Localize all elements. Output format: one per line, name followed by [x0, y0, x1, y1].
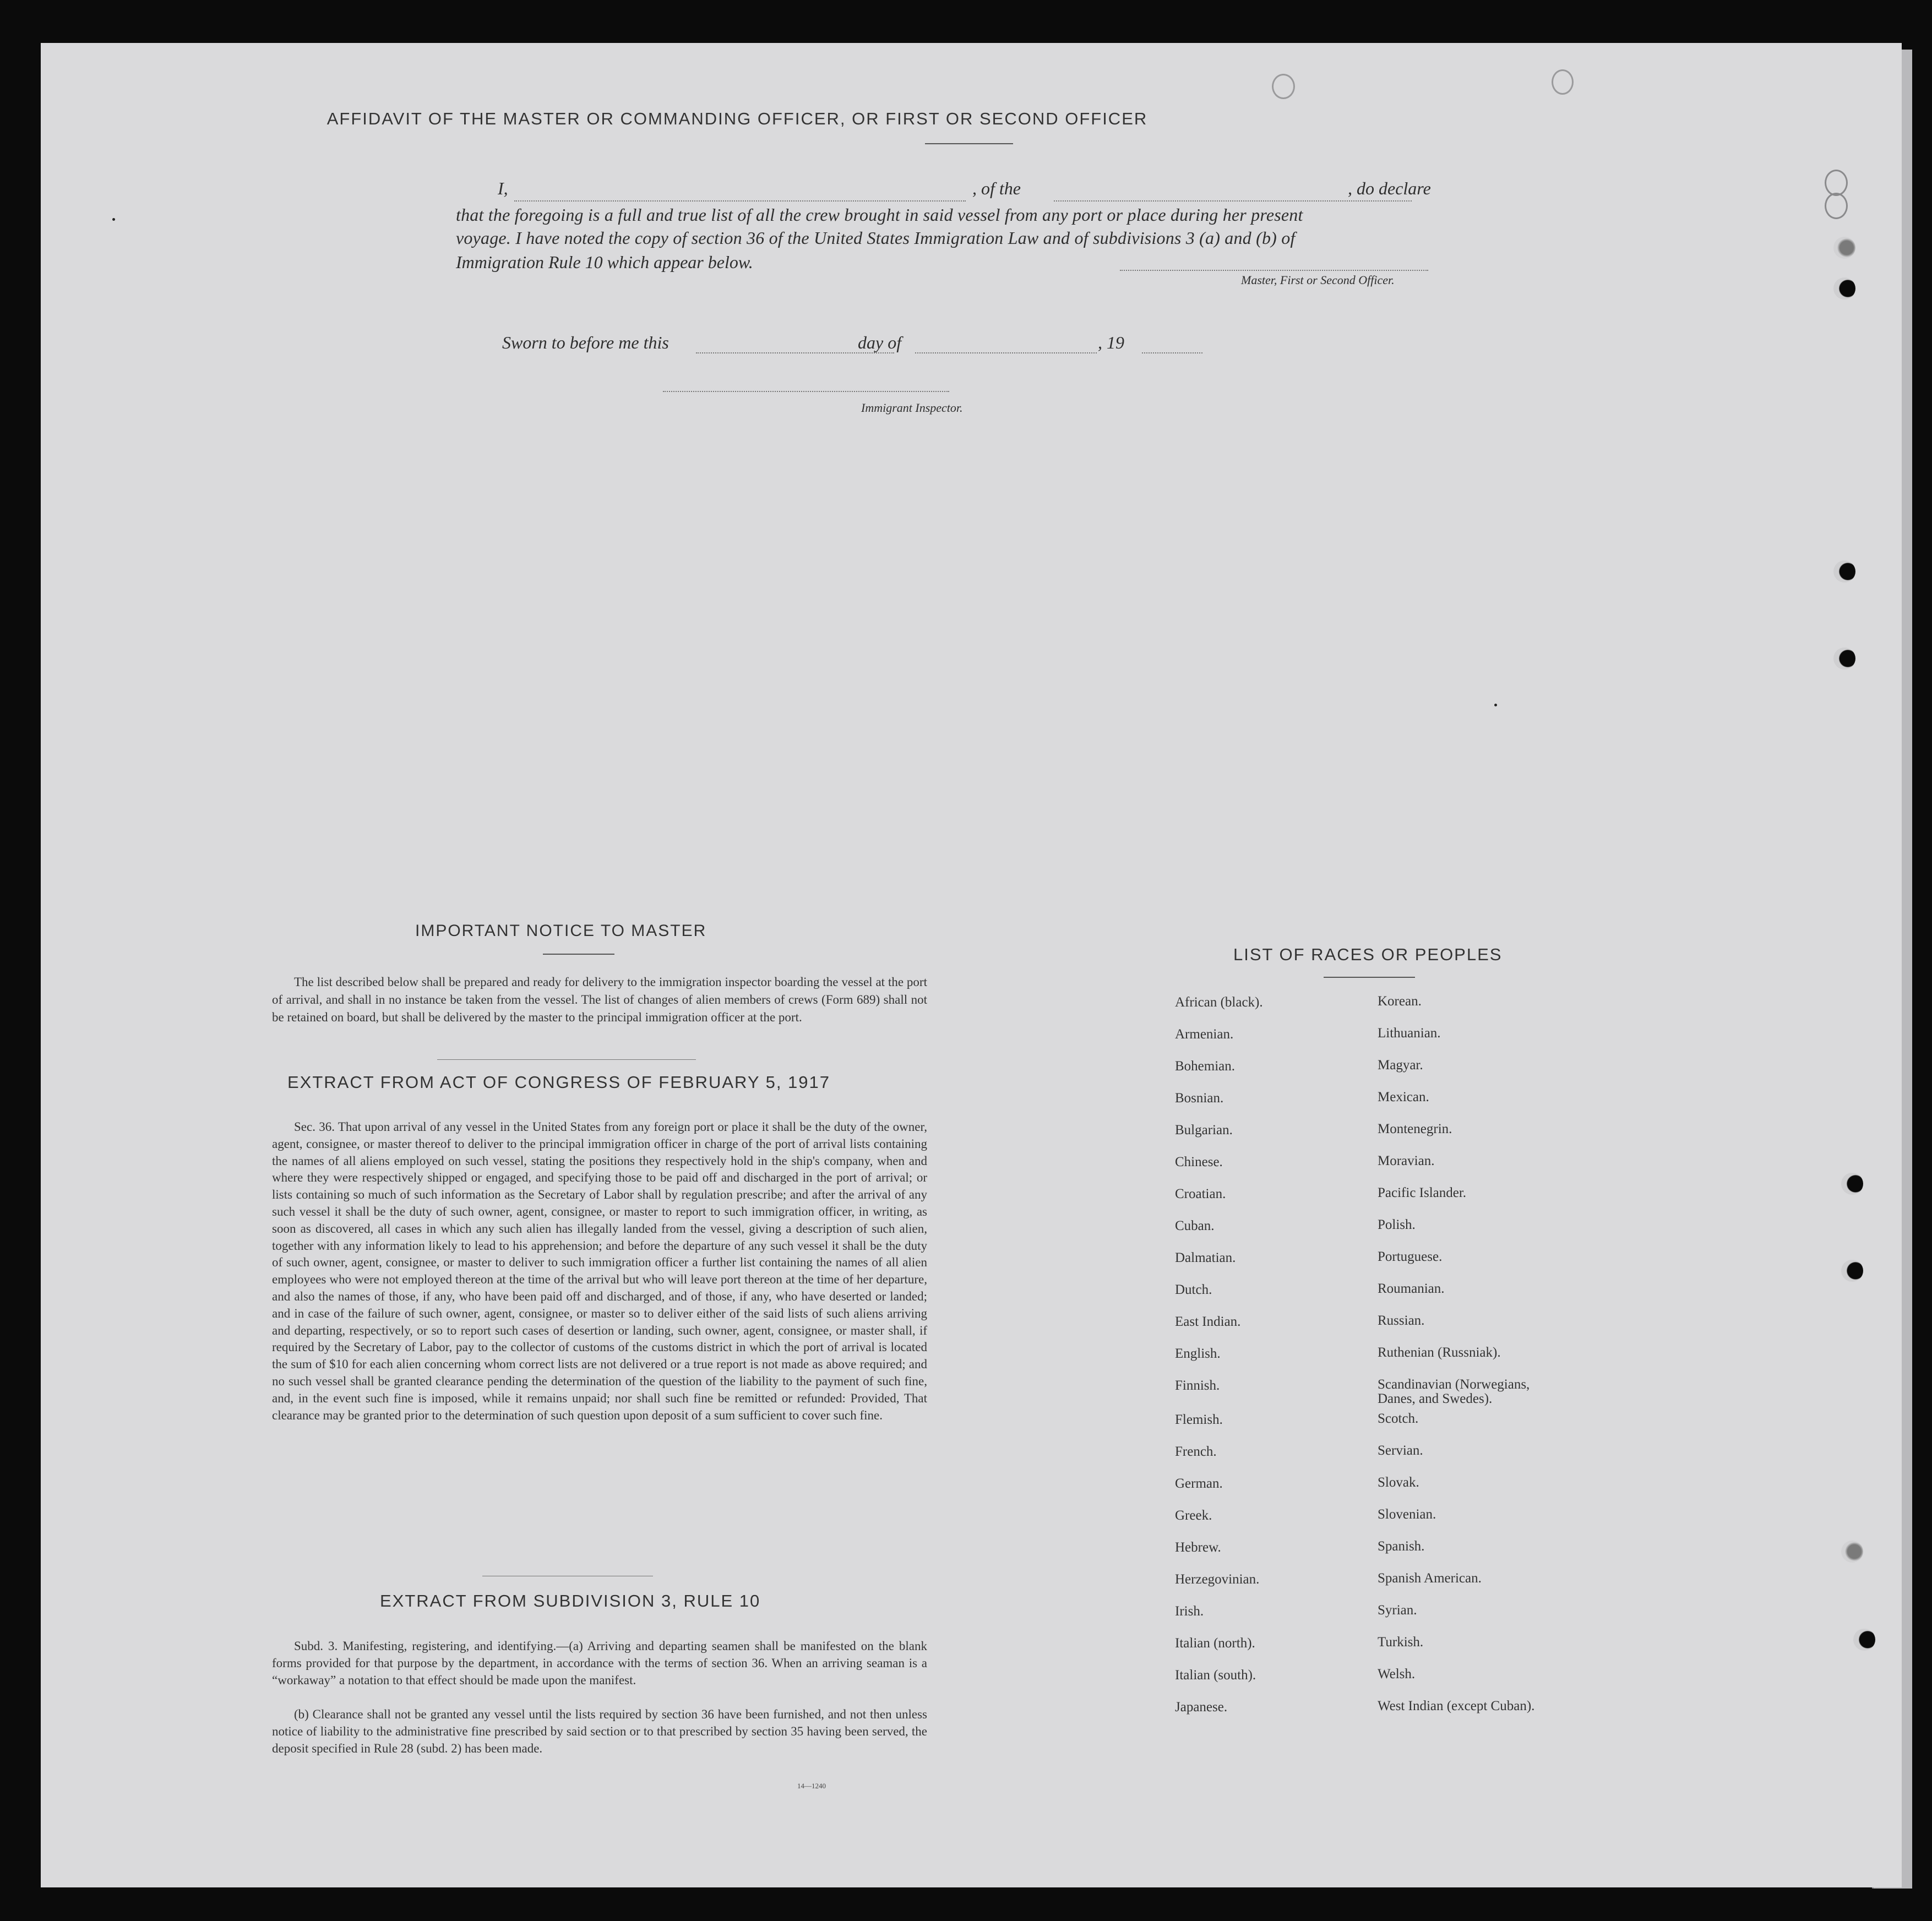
race-item: Japanese. [1175, 1700, 1228, 1715]
act-extract-title: EXTRACT FROM ACT OF CONGRESS OF FEBRUARY 5, 1917 [287, 1073, 831, 1092]
rule-extract-text-b: (b) Clearance shall not be granted any vessel until the lists required by section 36 have been furnished, and not then unless notice of liability to the administrative fine prescribed by said section or to that prescribed by section 35 having been served, the deposit specified in Rule 28 (subd. 2) has been made. [272, 1707, 927, 1755]
race-item: Bulgarian. [1175, 1123, 1233, 1138]
race-item: Irish. [1175, 1604, 1204, 1619]
race-item: Servian. [1378, 1443, 1423, 1458]
punch-hole [1841, 1541, 1863, 1563]
notice-title: IMPORTANT NOTICE TO MASTER [415, 922, 707, 940]
race-item: Pacific Islander. [1378, 1185, 1467, 1200]
race-item: French. [1175, 1444, 1217, 1459]
race-item: Finnish. [1175, 1378, 1220, 1393]
race-item: German. [1175, 1476, 1223, 1491]
year-label: , 19 [1098, 333, 1124, 352]
race-item: Dutch. [1175, 1282, 1212, 1297]
rule-extract-title: EXTRACT FROM SUBDIVISION 3, RULE 10 [380, 1591, 761, 1610]
punch-hole [1833, 647, 1855, 670]
notice-text: The list described below shall be prepared and ready for delivery to the immigration inspector boarding the vessel at the port of arrival, and shall in no instance be taken from the vessel. The list of changes of alien members of crews (Form 689) shall not be retained on board, but shall be delivered by the master to the principal immigration officer at the port. [272, 975, 927, 1024]
race-item: Hebrew. [1175, 1540, 1221, 1555]
race-item: African (black). [1175, 995, 1263, 1010]
form-page [41, 43, 1902, 1887]
race-item: Russian. [1378, 1313, 1425, 1328]
race-item: Spanish. [1378, 1539, 1425, 1554]
master-signature-label: Master, First or Second Officer. [1241, 273, 1395, 287]
ink-speck [1494, 704, 1497, 706]
race-item: English. [1175, 1346, 1221, 1361]
act-extract-text: Sec. 36. That upon arrival of any vessel in the United States from any foreign port or place it shall be the duty of the owner, agent, consignee, or master thereof to deliver to the principal immigration officer in charge of the port of arrival lists containing the names of all aliens employed on such vessel, stating the positions they respectively hold in the ship's company, when and where they were respectively shipped or engaged, and specifying those to be paid off and discharged in the port of arrival; or lists containing so much of such information as the Secretary of Labor shall by regulation prescribe; and after the arrival of any such vessel it shall be the duty of such owner, agent, consignee, or master to report to such immigration officer, in writing, as soon as discovered, all cases in which any such alien has illegally landed from the vessel, giving a description of such alien, together with any information likely to lead to his apprehension; and before the departure of any such vessel it shall be the duty of such owner, agent, consignee, or master to deliver to such immigration officer a further list containing the names of all alien employees who were not employed thereon at the time of the arrival but who will leave port thereon at the time of her departure, and also the names of those, if any, who have been paid off and discharged, and of those, if any, who have deserted or landed; and in case of the failure of such owner, agent, consignee, or master so to deliver either of the said lists of such aliens arriving and departing, respectively, or so to report such cases of desertion or landing, such owner, agent, consignee, or master shall, if required by the Secretary of Labor, pay to the collector of customs of the customs district in which the port of arrival is located the sum of $10 for each alien concerning whom correct lists are not delivered or a true report is not made as above required; and no such vessel shall be granted clearance pending the determination of the question of the liability to the payment of such fine, and, in the event such fine is imposed, while it remains unpaid; nor shall such fine be remitted or refunded: Provided, That clearance may be granted prior to the determination of such question upon deposit of a sum sufficient to cover such fine. [272, 1120, 927, 1422]
race-item: Portuguese. [1378, 1249, 1443, 1264]
race-item: Welsh. [1378, 1667, 1416, 1681]
ink-speck [112, 218, 115, 221]
race-item: Greek. [1175, 1508, 1212, 1523]
vessel-label: , of the [972, 178, 1021, 198]
race-item: Syrian. [1378, 1603, 1417, 1618]
race-item: Slovak. [1378, 1475, 1419, 1490]
declaration-line: Immigration Rule 10 which appear below. [456, 252, 753, 272]
race-item: Ruthenian (Russniak). [1378, 1345, 1501, 1360]
races-divider [1324, 977, 1415, 978]
vessel-name-field[interactable] [1054, 200, 1412, 202]
section-divider [437, 1059, 696, 1060]
day-of-label: day of [858, 333, 902, 352]
race-item: Bohemian. [1175, 1059, 1236, 1074]
affidavit-title: AFFIDAVIT OF THE MASTER OR COMMANDING OFFICER, OR FIRST OR SECOND OFFICER [326, 109, 1148, 128]
rule-extract-text-a: Subd. 3. Manifesting, registering, and identifying.—(a) Arriving and departing seamen shall be manifested on the blank forms provided for that purpose by the department, in accordance with the terms of section 36. When an arriving seaman is a “workaway” a notation to that effect should be made upon the manifest. [272, 1639, 927, 1687]
race-item: Montenegrin. [1378, 1122, 1452, 1136]
title-divider [925, 143, 1013, 144]
sworn-month-field[interactable] [915, 352, 1097, 353]
punch-hole [1841, 1173, 1863, 1195]
race-item: Dalmatian. [1175, 1250, 1236, 1265]
race-item: Mexican. [1378, 1090, 1429, 1104]
declarant-name-field[interactable] [514, 200, 966, 202]
paper-blemish [1272, 74, 1295, 99]
race-item: Herzegovinian. [1175, 1572, 1260, 1587]
race-item: West Indian (except Cuban). [1378, 1699, 1535, 1713]
race-item: East Indian. [1175, 1314, 1241, 1329]
notice-divider [543, 954, 614, 955]
race-item: Chinese. [1175, 1155, 1223, 1169]
paper-blemish [1552, 69, 1574, 95]
races-title: LIST OF RACES OR PEOPLES [1233, 945, 1503, 964]
race-item: Polish. [1378, 1217, 1416, 1232]
race-item: Turkish. [1378, 1635, 1424, 1650]
inspector-label: Immigrant Inspector. [861, 401, 963, 415]
race-item: Bosnian. [1175, 1091, 1224, 1106]
punch-hole [1833, 277, 1855, 300]
race-item: Moravian. [1378, 1153, 1435, 1168]
declare-label: , do declare [1348, 178, 1431, 198]
race-item: Flemish. [1175, 1412, 1223, 1427]
punch-hole [1833, 237, 1855, 259]
race-item: Cuban. [1175, 1218, 1215, 1233]
race-item: Korean. [1378, 994, 1422, 1009]
declaration-line: that the foregoing is a full and true list of all the crew brought in said vessel from any port or place during her present [456, 205, 1303, 225]
sworn-label: Sworn to before me this [502, 333, 669, 352]
sworn-year-field[interactable] [1142, 352, 1202, 353]
form-number: 14—1240 [797, 1782, 826, 1790]
race-item: Italian (north). [1175, 1636, 1255, 1651]
race-item: Magyar. [1378, 1058, 1423, 1073]
binding-ring-mark [1825, 193, 1848, 219]
race-item: Slovenian. [1378, 1507, 1436, 1522]
declarant-label: I, [498, 178, 508, 198]
race-item: Spanish American. [1378, 1571, 1482, 1586]
race-item: Lithuanian. [1378, 1026, 1441, 1041]
race-item: Italian (south). [1175, 1668, 1256, 1683]
punch-hole [1841, 1260, 1863, 1282]
binding-ring-mark [1825, 170, 1848, 196]
race-item: Armenian. [1175, 1027, 1234, 1042]
punch-hole [1853, 1629, 1875, 1651]
race-item: Roumanian. [1378, 1281, 1445, 1296]
inspector-signature-field[interactable] [663, 391, 949, 392]
master-signature-field[interactable] [1120, 270, 1428, 271]
race-item: Scotch. [1378, 1411, 1419, 1426]
declaration-line: voyage. I have noted the copy of section 36 of the United States Immigration Law and of subdivisions 3 (a) and (b) of [456, 228, 1296, 248]
punch-hole [1833, 560, 1855, 583]
race-item: Scandinavian (Norwegians, Danes, and Swedes). [1378, 1377, 1530, 1406]
race-item: Croatian. [1175, 1187, 1226, 1201]
